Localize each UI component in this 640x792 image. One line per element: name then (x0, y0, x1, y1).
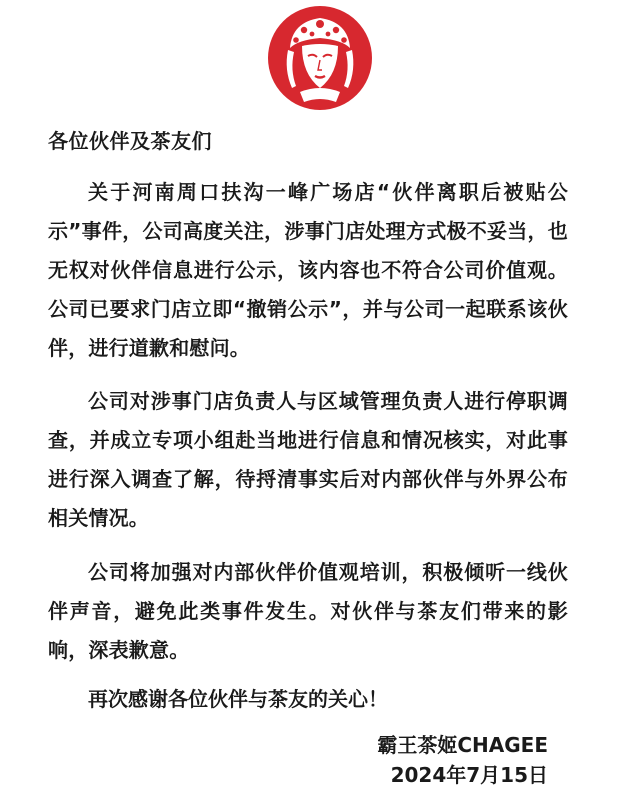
letter-thanks: 再次感谢各位伙伴与茶友的关心！ (88, 687, 388, 711)
letter-paragraph-2: 公司对涉事门店负责人与区域管理负责人进行停职调查，并成立专项小组赴当地进行信息和情况核实，对此事进行深入调查了解，待捋清事实后对内部伙伴与外界公布相关情况。 (48, 389, 568, 530)
opera-face-logo-icon (266, 4, 374, 112)
letter-date: 2024年7月15日 (390, 763, 548, 787)
letter-paragraph-1: 关于河南周口扶沟一峰广场店“伙伴离职后被贴公示”事件，公司高度关注，涉事门店处理方式极不妥当，也无权对伙伴信息进行公示，该内容也不符合公司价值观。公司已要求门店立即“撤销公示”，并与公司一起联系该伙伴，进行道歉和慰问。 (48, 180, 568, 360)
letter-paragraph-3: 公司将加强对内部伙伴价值观培训，积极倾听一线伙伴声音，避免此类事件发生。对伙伴与茶友们带来的影响，深表歉意。 (48, 560, 568, 662)
letter-signature: 霸王茶姬CHAGEE (377, 733, 548, 757)
letter-greeting: 各位伙伴及茶友们 (48, 129, 212, 153)
